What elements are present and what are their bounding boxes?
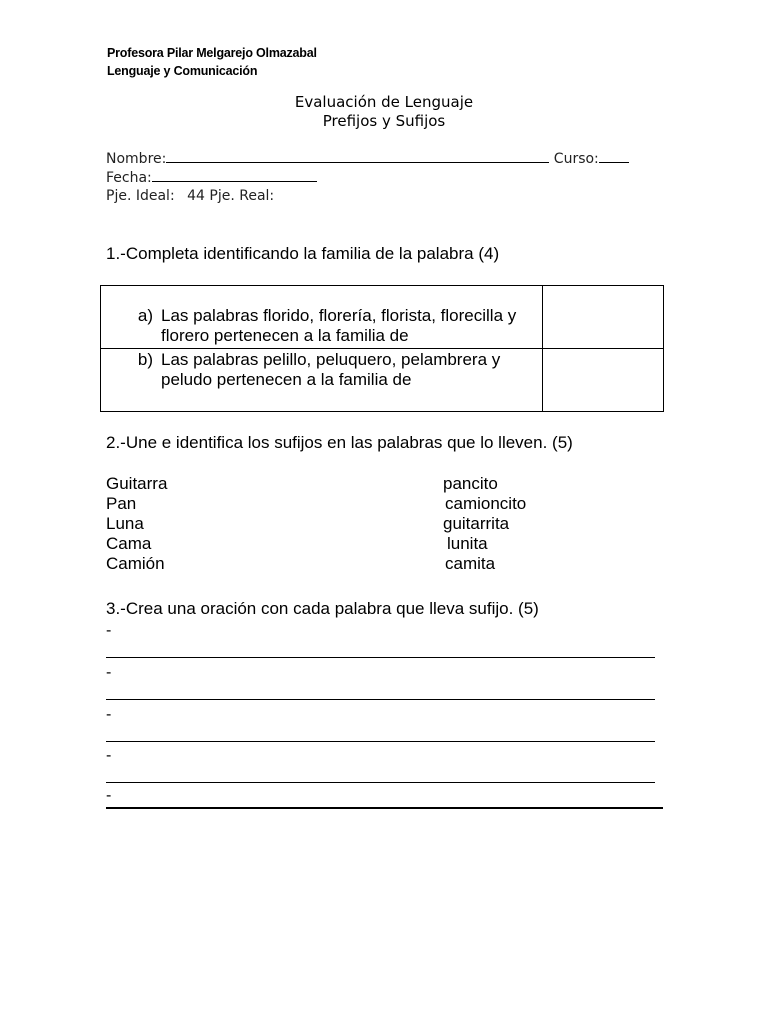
suffix-words-list: [443, 474, 526, 574]
list-item: pancito: [443, 474, 498, 493]
item-a-label: a): [137, 306, 153, 325]
item-b-cell: [101, 349, 543, 412]
item-b-text2: peludo pertenecen a la familia de: [161, 370, 412, 389]
real-score-label: Pje. Real:: [209, 188, 275, 204]
ideal-score-label: Pje. Ideal:: [106, 188, 175, 204]
answer-dash: -: [106, 664, 112, 681]
item-a-cell: [101, 286, 543, 349]
subject-name: Lenguaje y Comunicación: [107, 64, 258, 78]
table-row: [101, 286, 664, 349]
list-item: lunita: [447, 534, 488, 553]
section2-heading: 2.-Une e identifica los sufijos en las palabras que lo lleven. (5): [106, 433, 573, 452]
ideal-score-value: 44: [187, 188, 205, 204]
answer-line[interactable]: [106, 741, 655, 742]
list-item: Luna: [106, 514, 144, 533]
answer-line[interactable]: [106, 782, 655, 783]
date-row: [106, 169, 317, 186]
date-blank[interactable]: [152, 169, 317, 182]
answer-line[interactable]: [106, 657, 655, 658]
list-item: guitarrita: [443, 514, 510, 533]
name-blank[interactable]: [166, 150, 549, 163]
section1-heading: 1.-Completa identificando la familia de la palabra (4): [106, 244, 500, 263]
name-row: [106, 150, 629, 167]
list-item: camioncito: [445, 494, 527, 513]
item-a: [101, 286, 542, 346]
list-item: camita: [445, 554, 496, 573]
word-family-table: [100, 285, 664, 412]
answer-cell-a[interactable]: [543, 286, 664, 349]
score-row: [106, 188, 274, 204]
list-item: Guitarra: [106, 474, 168, 493]
table-row: [101, 349, 664, 412]
answer-dash: -: [106, 622, 112, 639]
base-words-list: [106, 474, 167, 574]
answer-dash: -: [106, 747, 112, 764]
answer-line[interactable]: [106, 807, 663, 809]
answer-cell-b[interactable]: [543, 349, 664, 412]
name-label: Nombre:: [106, 151, 167, 167]
item-b-line1: [101, 350, 542, 370]
item-a-line1: [101, 306, 542, 326]
answer-dash: -: [106, 706, 112, 723]
item-b: [101, 349, 542, 390]
section3-heading: 3.-Crea una oración con cada palabra que lleva sufijo. (5): [106, 599, 539, 618]
date-label: Fecha:: [106, 170, 152, 186]
item-a-text2: florero pertenecen a la familia de: [161, 326, 409, 345]
item-a-text1: Las palabras florido, florería, florista, florecilla y: [161, 306, 517, 325]
course-label: Curso:: [553, 151, 599, 167]
list-item: Camión: [106, 554, 165, 573]
item-b-text1: Las palabras pelillo, peluquero, pelambrera y: [161, 350, 501, 369]
item-a-line2: [101, 326, 542, 346]
item-b-label: b): [137, 350, 153, 369]
course-blank[interactable]: [599, 150, 629, 163]
item-b-line2: [101, 370, 542, 390]
list-item: Pan: [106, 494, 137, 513]
teacher-name: Profesora Pilar Melgarejo Olmazabal: [107, 46, 317, 60]
document-title: Evaluación de Lenguaje: [294, 93, 474, 111]
answer-line[interactable]: [106, 699, 655, 700]
list-item: Cama: [106, 534, 152, 553]
answer-dash: -: [106, 787, 112, 804]
document-subtitle: Prefijos y Sufijos: [322, 112, 446, 130]
